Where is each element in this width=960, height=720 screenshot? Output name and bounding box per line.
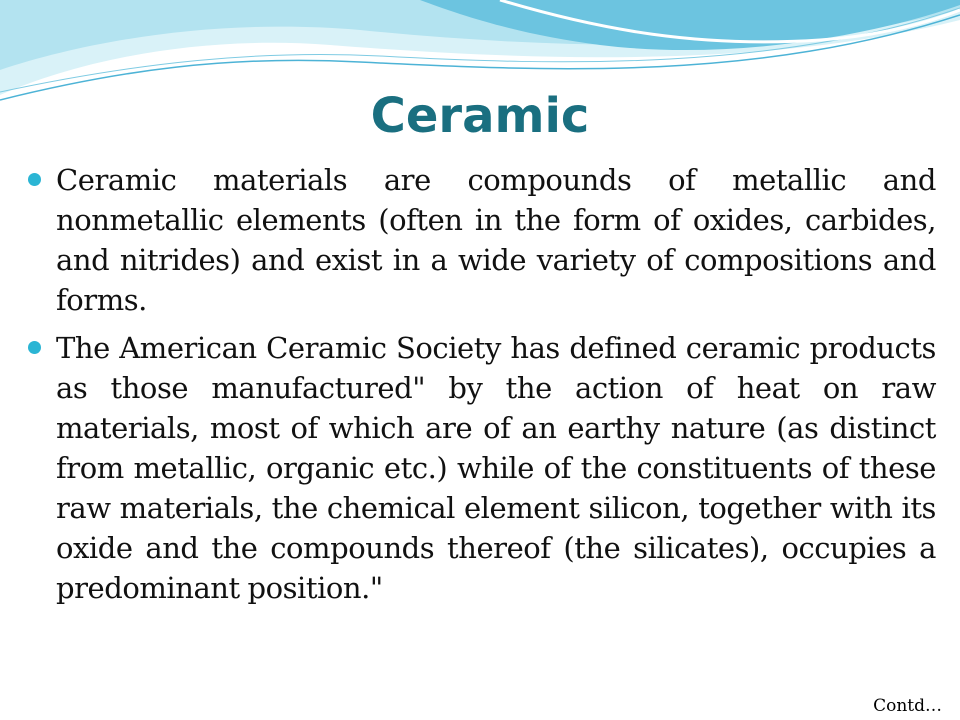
bullet-dot-icon (28, 341, 41, 354)
bullet-list (26, 160, 936, 616)
slide-title: Ceramic (370, 88, 590, 144)
bullet-text: Ceramic materials are compounds of metallic and nonmetallic elements (often in the form of oxides, carbides, and nitrides) and exist in a wide variety of compositions and forms. (56, 163, 936, 317)
bullet-dot-icon (28, 173, 41, 186)
continued-label: Contd… (873, 696, 942, 716)
bullet-text: The American Ceramic Society has defined ceramic products as those manufactured" by the action of heat on raw materials, most of which are of an earthy nature (as distinct from metallic, organic etc.) while of the constituents of these raw materials, the chemical element silicon, together with its oxide and the compounds thereof (the silicates), occupies a predominant position." (56, 331, 936, 605)
bullet-item (26, 160, 936, 320)
bullet-item (26, 328, 936, 608)
